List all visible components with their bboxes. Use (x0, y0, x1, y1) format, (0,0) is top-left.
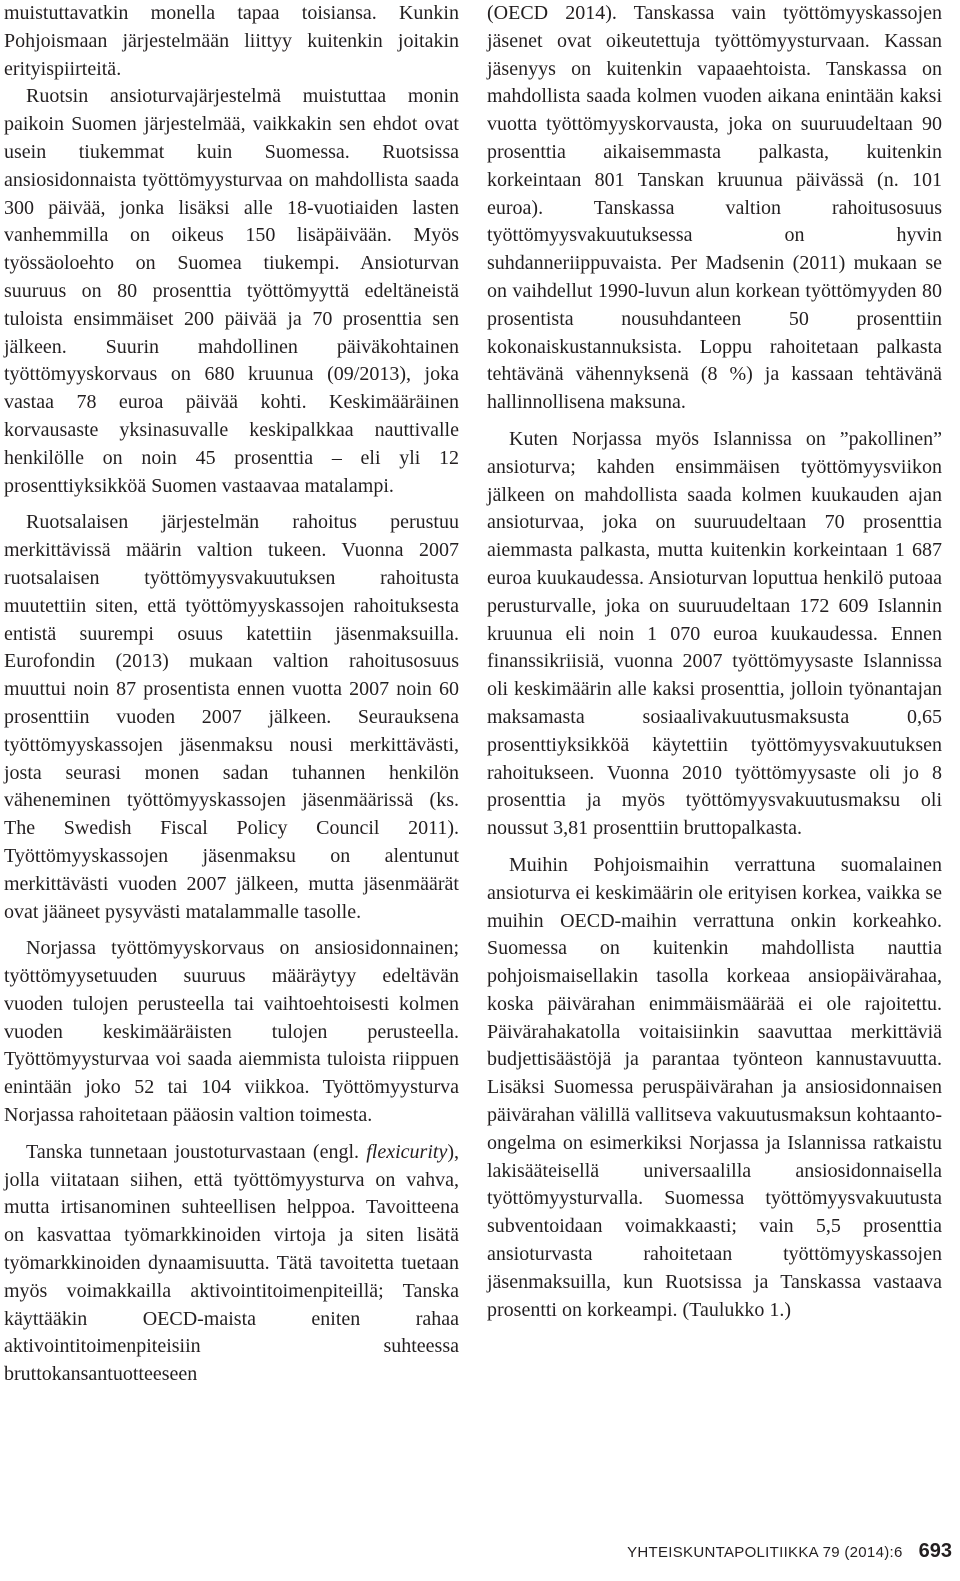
paragraph: muistuttavatkin monella tapaa toisiansa. Kunkin Pohjoismaan järjestelmään liittyy kuitenkin joitakin erityispiirteitä. (4, 2, 459, 80)
paragraph-text: ), jolla viitataan siihen, että työttömyysturva on vahva, mutta irtisanominen suhteellisen helppoa. Tavoitteena on kasvattaa työmarkkinoiden virtoja ja siten lisätä työmarkkinoiden dynaamisuutta. Tätä tavoitetta tuetaan myös voimakkailla aktivointitoimenpiteillä; Tanska käyttääkin OECD-maista eniten rahaa aktivointitoimenpiteisiin suhteessa bruttokansantuotteeseen (4, 1140, 459, 1386)
paragraph: Kuten Norjassa myös Islannissa on ”pakollinen” ansioturva; kahden ensimmäisen työttömyysviikon jälkeen on mahdollista saada kolmen kuukauden ajan ansioturvaa, joka on suuruudeltaan 70 prosenttia aiemmasta palkasta, mutta kuitenkin korkeintaan 1 687 euroa kuukaudessa. Ansioturvan loputtua henkilö putoaa perusturvalle, joka on suuruudeltaan 172 609 Islannin kruunua eli noin 1 070 euroa kuukaudessa. Ennen finanssikriisiä, vuonna 2007 työttömyysaste Islannissa oli keskimäärin alle kaksi prosenttia, jolloin työnantajan maksamasta sosiaalivakuutusmaksusta 0,65 prosenttiyksikköä käytettiin työttömyysvakuutuksen rahoitukseen. Vuonna 2010 työttömyysaste oli jo 8 prosenttia ja myös työttömyysvakuutusmaksu oli noussut 3,81 prosenttiin bruttopalkasta. (487, 427, 942, 840)
left-column (4, 0, 459, 1389)
page-footer (0, 1540, 952, 1563)
page-number: 693 (918, 1540, 952, 1562)
journal-title: YHTEISKUNTAPOLITIIKKA 79 (2014):6 (627, 1544, 903, 1561)
paragraph: Muihin Pohjoismaihin verrattuna suomalainen ansioturva ei keskimäärin ole erityisen korkea, vaikka se muihin OECD-maihin verrattuna onkin korkeahko. Suomessa on kuitenkin mahdollista nauttia pohjoismaisellakin tasolla korkeaa ansiopäivärahaa, koska päivärahan enimmäismäärää ei ole rajoitettu. Päivärahakatolla voitaisiinkin saavuttaa merkittäviä budjettisäästöjä ja parantaa työnteon kannustavuutta. Lisäksi Suomessa peruspäivärahan ja ansiosidonnaisen päivärahan välillä vallitseva vakuutusmaksun kohtaanto-ongelma on esimerkiksi Norjassa ja Islannissa ratkaistu lakisääteisellä universaalilla ansiosidonnaisella työttömyysturvalla. Suomessa työttömyysvakuutusta subventoidaan voimakkaasti; vain 5,5 prosenttia ansioturvasta rahoitetaan työttömyyskassojen jäsenmaksuilla, kun Ruotsissa ja Tanskassa vastaava prosentti on korkeampi. (Taulukko 1.) (487, 853, 942, 1321)
paragraph: Ruotsin ansioturvajärjestelmä muistuttaa monin paikoin Suomen järjestelmää, vaikkakin sen ehdot ovat usein tiukemmat kuin Suomessa. Ruotsissa ansiosidonnaista työttömyysturvaa on mahdollista saada 300 päivää, jonka lisäksi alle 18-vuotiaiden lasten vanhemmilla on oikeus 150 lisäpäivään. Myös työssäoloehto on Suomea tiukempi. Ansioturvan suuruus on 80 prosenttia työttömyyttä edeltäneistä tuloista ensimmäiset 200 päivää ja 70 prosenttia sen jälkeen. Suurin mahdollinen päiväkohtainen työttömyyskorvaus on 680 kruunua (09/2013), joka vastaa 78 euroa päivää kohti. Keskimääräinen korvausaste yksinasuvalle keskipalkkaa nauttivalle henkilölle on noin 45 prosenttia – eli yli 12 prosenttiyksikköä Suomen vastaavaa matalampi. (4, 85, 459, 497)
paragraph-text: Tanska tunnetaan joustoturvastaan (engl. (26, 1140, 367, 1163)
italic-term: flexicurity (366, 1140, 448, 1163)
paragraph: Norjassa työttömyyskorvaus on ansiosidonnainen; työttömyysetuuden suuruus määräytyy edeltävän vuoden tulojen perusteella tai vaihtoehtoisesti kolmen vuoden keskimääräisten tulojen perusteella. Työttömyysturvaa voi saada aiemmista tuloista riippuen enintään joko 52 tai 104 viikkoa. Työttömyysturva Norjassa rahoitetaan pääosin valtion toimesta. (4, 937, 459, 1127)
right-column (487, 0, 942, 1324)
paragraph: Ruotsalaisen järjestelmän rahoitus perustuu merkittävissä määrin valtion tukeen. Vuonna 2007 ruotsalaisen työttömyysvakuutuksen rahoitusta muutettiin siten, että työttömyyskassojen rahoituksesta entistä suurempi osuus katettiin jäsenmaksuilla. Eurofondin (2013) mukaan valtion rahoitusosuus muuttui noin 87 prosentista ennen vuotta 2007 noin 60 prosenttiin vuoden 2007 jälkeen. Seurauksena työttömyyskassojen jäsenmaksu nousi merkittävästi, josta seurasi monen sadan tuhannen henkilön väheneminen työttömyyskassojen jäsenmäärissä (ks. The Swedish Fiscal Policy Council 2011). Työttömyyskassojen jäsenmaksu on alentunut merkittävästi vuoden 2007 jälkeen, mutta jäsenmäärät ovat jääneet pysyvästi matalammalle tasolle. (4, 511, 459, 923)
paragraph (4, 1139, 459, 1389)
paragraph: (OECD 2014). Tanskassa vain työttömyyskassojen jäsenet ovat oikeutettuja työttömyysturvaan. Kassan jäsenyys on kuitenkin vapaaehtoista. Tanskassa on mahdollista saada kolmen vuoden aikana enintään kaksi vuotta työttömyyskorvausta, joka on suuruudeltaan 90 prosenttia aikaisemmasta palkasta, kuitenkin korkeintaan 801 Tanskan kruunua päivässä (n. 101 euroa). Tanskassa valtion rahoitusosuus työttömyysvakuutuksessa on hyvin suhdanneriippuvaista. Per Madsenin (2011) mukaan se on vaihdellut 1990-luvun alun korkean työttömyyden 80 prosentista nousuhdanteen 50 prosenttiin kokonaiskustannuksista. Loppu rahoitetaan palkasta tehtävänä vähennyksenä (8 %) ja kassaan tehtävänä hallinnollisena maksuna. (487, 2, 942, 414)
